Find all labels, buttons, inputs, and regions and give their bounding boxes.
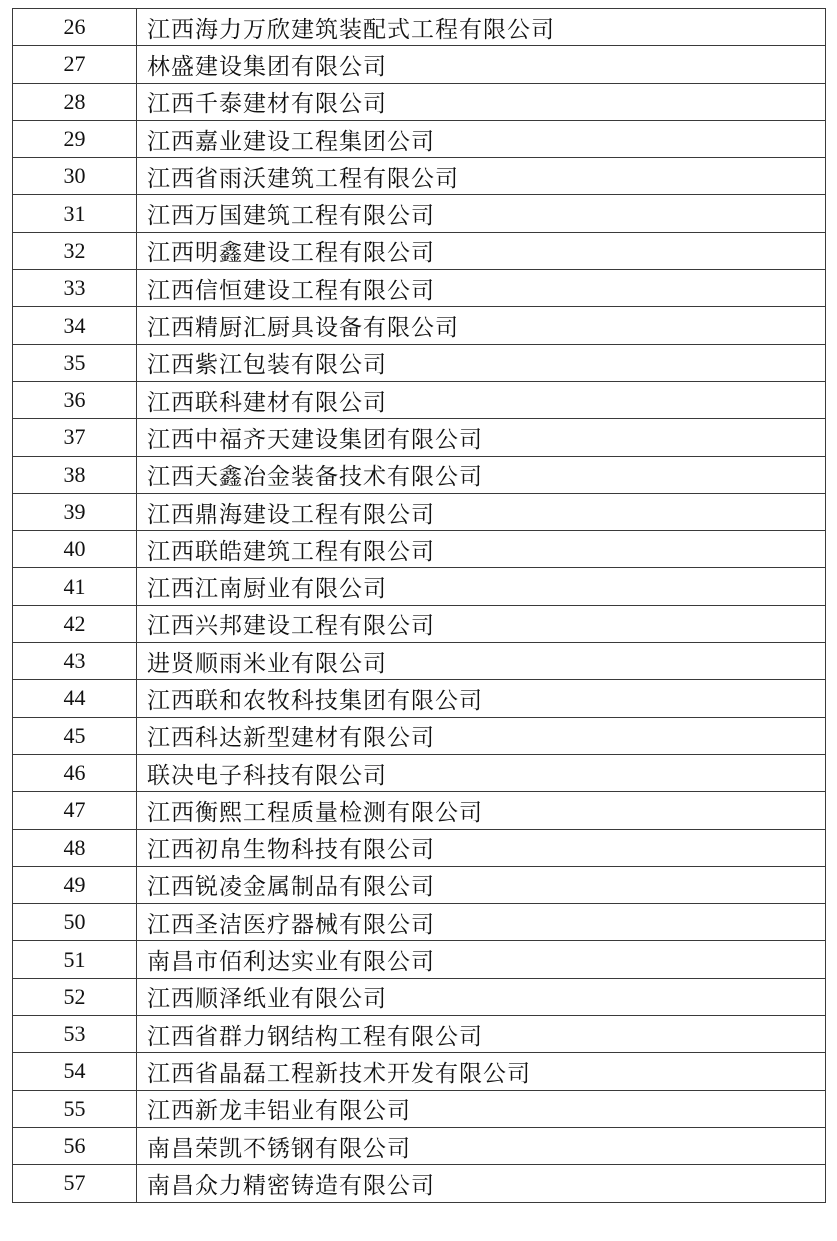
company-name-cell: 江西省晶磊工程新技术开发有限公司 (137, 1053, 826, 1090)
row-number-cell: 49 (13, 866, 137, 903)
company-name-cell: 林盛建设集团有限公司 (137, 46, 826, 83)
company-list-table (12, 8, 826, 1203)
row-number-cell: 57 (13, 1165, 137, 1202)
table-row (13, 1016, 826, 1053)
row-number-cell: 35 (13, 344, 137, 381)
company-name-cell: 南昌荣凯不锈钢有限公司 (137, 1127, 826, 1164)
table-row (13, 456, 826, 493)
table-row (13, 493, 826, 530)
table-row (13, 270, 826, 307)
table-row (13, 531, 826, 568)
row-number-cell: 52 (13, 978, 137, 1015)
row-number-cell: 30 (13, 158, 137, 195)
row-number-cell: 47 (13, 792, 137, 829)
row-number-cell: 54 (13, 1053, 137, 1090)
row-number-cell: 37 (13, 419, 137, 456)
row-number-cell: 56 (13, 1127, 137, 1164)
row-number-cell: 55 (13, 1090, 137, 1127)
row-number-cell: 42 (13, 605, 137, 642)
table-row (13, 1127, 826, 1164)
row-number-cell: 38 (13, 456, 137, 493)
company-name-cell: 江西中福齐天建设集团有限公司 (137, 419, 826, 456)
company-name-cell: 进贤顺雨米业有限公司 (137, 643, 826, 680)
row-number-cell: 27 (13, 46, 137, 83)
row-number-cell: 28 (13, 83, 137, 120)
company-name-cell: 江西信恒建设工程有限公司 (137, 270, 826, 307)
row-number-cell: 36 (13, 381, 137, 418)
table-row (13, 1053, 826, 1090)
table-row (13, 1165, 826, 1202)
table-row (13, 381, 826, 418)
company-name-cell: 江西鼎海建设工程有限公司 (137, 493, 826, 530)
table-row (13, 568, 826, 605)
row-number-cell: 50 (13, 904, 137, 941)
table-row (13, 904, 826, 941)
table-row (13, 195, 826, 232)
row-number-cell: 41 (13, 568, 137, 605)
table-row (13, 9, 826, 46)
row-number-cell: 44 (13, 680, 137, 717)
table-row (13, 307, 826, 344)
table-row (13, 232, 826, 269)
row-number-cell: 46 (13, 754, 137, 791)
table-row (13, 643, 826, 680)
company-name-cell: 江西江南厨业有限公司 (137, 568, 826, 605)
company-name-cell: 江西省群力钢结构工程有限公司 (137, 1016, 826, 1053)
table-row (13, 605, 826, 642)
company-name-cell: 江西精厨汇厨具设备有限公司 (137, 307, 826, 344)
row-number-cell: 34 (13, 307, 137, 344)
company-name-cell: 江西新龙丰铝业有限公司 (137, 1090, 826, 1127)
company-name-cell: 江西嘉业建设工程集团公司 (137, 120, 826, 157)
company-name-cell: 江西千泰建材有限公司 (137, 83, 826, 120)
row-number-cell: 48 (13, 829, 137, 866)
company-name-cell: 江西科达新型建材有限公司 (137, 717, 826, 754)
table-row (13, 866, 826, 903)
table-row (13, 344, 826, 381)
company-name-cell: 江西联和农牧科技集团有限公司 (137, 680, 826, 717)
company-name-cell: 江西顺泽纸业有限公司 (137, 978, 826, 1015)
table-row (13, 1090, 826, 1127)
row-number-cell: 26 (13, 9, 137, 46)
table-row (13, 754, 826, 791)
row-number-cell: 29 (13, 120, 137, 157)
company-name-cell: 江西锐凌金属制品有限公司 (137, 866, 826, 903)
table-row (13, 680, 826, 717)
company-name-cell: 江西万国建筑工程有限公司 (137, 195, 826, 232)
row-number-cell: 43 (13, 643, 137, 680)
row-number-cell: 39 (13, 493, 137, 530)
table-row (13, 941, 826, 978)
table-row (13, 83, 826, 120)
row-number-cell: 51 (13, 941, 137, 978)
company-name-cell: 江西联皓建筑工程有限公司 (137, 531, 826, 568)
row-number-cell: 40 (13, 531, 137, 568)
company-name-cell: 江西衡熙工程质量检测有限公司 (137, 792, 826, 829)
company-name-cell: 江西省雨沃建筑工程有限公司 (137, 158, 826, 195)
company-name-cell: 江西兴邦建设工程有限公司 (137, 605, 826, 642)
company-name-cell: 联决电子科技有限公司 (137, 754, 826, 791)
company-name-cell: 江西初帛生物科技有限公司 (137, 829, 826, 866)
row-number-cell: 32 (13, 232, 137, 269)
company-name-cell: 江西天鑫冶金装备技术有限公司 (137, 456, 826, 493)
table-row (13, 120, 826, 157)
row-number-cell: 45 (13, 717, 137, 754)
table-row (13, 158, 826, 195)
company-name-cell: 江西紫江包装有限公司 (137, 344, 826, 381)
row-number-cell: 53 (13, 1016, 137, 1053)
table-row (13, 46, 826, 83)
company-name-cell: 江西圣洁医疗器械有限公司 (137, 904, 826, 941)
row-number-cell: 31 (13, 195, 137, 232)
company-list-body (13, 9, 826, 1203)
company-name-cell: 南昌众力精密铸造有限公司 (137, 1165, 826, 1202)
company-name-cell: 南昌市佰利达实业有限公司 (137, 941, 826, 978)
table-row (13, 792, 826, 829)
table-row (13, 419, 826, 456)
company-name-cell: 江西联科建材有限公司 (137, 381, 826, 418)
table-row (13, 978, 826, 1015)
company-name-cell: 江西海力万欣建筑装配式工程有限公司 (137, 9, 826, 46)
table-row (13, 717, 826, 754)
table-row (13, 829, 826, 866)
row-number-cell: 33 (13, 270, 137, 307)
company-name-cell: 江西明鑫建设工程有限公司 (137, 232, 826, 269)
